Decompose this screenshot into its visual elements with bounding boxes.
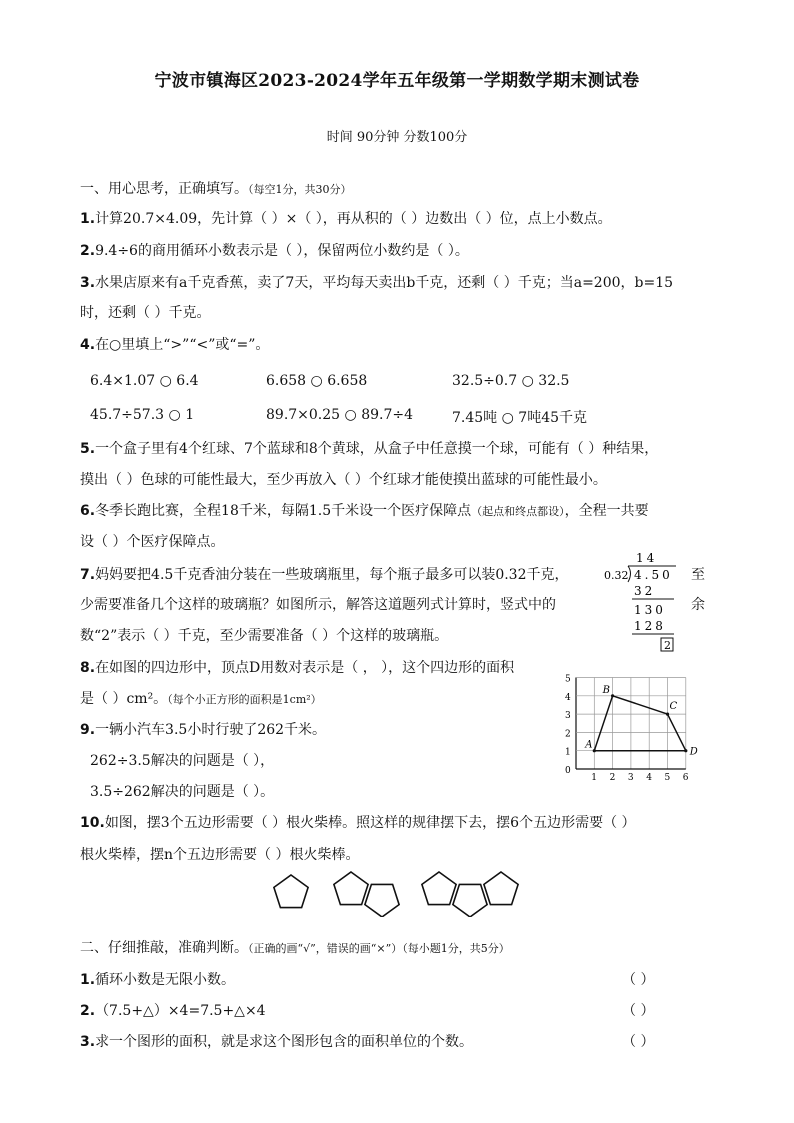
- answer-paren[interactable]: （ ）: [622, 972, 655, 988]
- question-text: 一个盒子里有4个红球、7个蓝球和8个黄球，从盒子中任意摸一个球，可能有（ ）种结果，: [95, 441, 659, 457]
- x-tick-label: 4: [646, 773, 652, 783]
- question-7: [80, 564, 569, 584]
- y-tick-label: 2: [565, 729, 571, 740]
- vertex-label: D: [689, 746, 698, 758]
- pentagon-shape: [453, 884, 487, 917]
- division-remainder: 2: [664, 639, 671, 652]
- question-text: 循环小数是无限小数。: [95, 972, 236, 988]
- judge-1: [80, 969, 235, 989]
- question-number: 7.: [80, 567, 96, 583]
- question-text: （7.5+△）×4=7.5+△×4: [95, 1003, 266, 1019]
- vertex-point: [611, 694, 614, 697]
- question-text: 9.4÷6的商用循环小数表示是（ ），保留两位小数约是（ ）。: [95, 243, 469, 259]
- section-1-heading: [80, 178, 352, 198]
- x-tick-label: 6: [682, 773, 689, 783]
- division-step: 32: [634, 584, 656, 598]
- section-2-heading: [80, 937, 510, 957]
- vertex-label: C: [669, 701, 678, 713]
- question-10-line-2: 根火柴棒，摆n个五边形需要（ ）根火柴棒。: [80, 847, 360, 863]
- pentagon-pattern-figure: [265, 865, 535, 917]
- pentagon-shape: [274, 875, 308, 908]
- question-6-line-2: 设（ ）个医疗保障点。: [80, 534, 225, 550]
- compare-item: 45.7÷57.3 ○ 1: [90, 407, 195, 423]
- judge-2: [80, 1000, 266, 1020]
- question-text: 冬季长跑比赛，全程18千米，每隔1.5千米设一个医疗保障点: [95, 503, 472, 519]
- question-9: [80, 719, 326, 739]
- y-tick-label: 3: [565, 711, 571, 722]
- division-step: 128: [634, 619, 666, 633]
- question-text: 是（ ）cm²。: [80, 691, 168, 707]
- question-note: （起点和终点都设）: [471, 505, 565, 518]
- question-9-a: 262÷3.5解决的问题是（ ），: [90, 753, 275, 769]
- division-quotient: 14: [636, 551, 658, 565]
- quadrilateral-grid-figure: [560, 668, 700, 783]
- question-7-line-1-end: 至: [691, 567, 705, 583]
- pentagon-shape: [334, 872, 368, 905]
- question-text: 一辆小汽车3.5小时行驶了262千米。: [95, 722, 327, 738]
- question-text: 求一个图形的面积，就是求这个图形包含的面积单位的个数。: [95, 1034, 474, 1050]
- section-1-title: 一、用心思考，正确填写。: [80, 181, 248, 197]
- question-text: 水果店原来有a千克香蕉，卖了7天，平均每天卖出b千克，还剩（ ）千克；当a=200，b=15: [95, 275, 674, 291]
- question-number: 3.: [80, 1034, 96, 1050]
- vertex-label: A: [585, 739, 593, 751]
- division-divisor: 0.32: [604, 569, 629, 582]
- grid-lines: [576, 678, 686, 770]
- question-number: 4.: [80, 337, 96, 353]
- question-number: 2.: [80, 243, 96, 259]
- question-number: 5.: [80, 441, 96, 457]
- answer-paren[interactable]: （ ）: [622, 1034, 655, 1050]
- question-text: 在○里填上“>”“<”或“=”。: [95, 337, 270, 353]
- question-5: [80, 438, 658, 458]
- question-3: [80, 272, 673, 292]
- question-note: （每个小正方形的面积是1cm²）: [167, 693, 322, 706]
- compare-item: 89.7×0.25 ○ 89.7÷4: [266, 407, 413, 423]
- question-5-line-2: 摸出（ ）色球的可能性最大，至少再放入（ ）个红球才能使摸出蓝球的可能性最小。: [80, 472, 607, 488]
- question-number: 6.: [80, 503, 96, 519]
- question-8: [80, 657, 514, 677]
- section-1-note: （每空1分，共30分）: [248, 183, 352, 196]
- pentagon-shape: [484, 872, 518, 905]
- question-9-b: 3.5÷262解决的问题是（ ）。: [90, 784, 275, 800]
- question-7-line-3: 数“2”表示（ ）千克，至少需要准备（ ）个这样的玻璃瓶。: [80, 628, 449, 644]
- question-text: ，全程一共要: [564, 503, 649, 519]
- question-1: [80, 208, 612, 228]
- pentagon-shape: [365, 884, 399, 917]
- division-dividend: 4.50: [634, 568, 673, 582]
- vertex-point: [684, 749, 687, 752]
- question-number: 3.: [80, 275, 96, 291]
- long-division-figure: [600, 548, 680, 656]
- y-tick-label: 4: [565, 692, 571, 703]
- question-2: [80, 240, 469, 260]
- question-number: 1.: [80, 211, 96, 227]
- judge-3: [80, 1031, 473, 1051]
- question-4: [80, 334, 269, 354]
- answer-paren[interactable]: （ ）: [622, 1003, 655, 1019]
- question-6: [80, 500, 649, 520]
- compare-item: 6.658 ○ 6.658: [266, 373, 368, 389]
- vertex-label: B: [602, 684, 610, 696]
- question-10: [80, 812, 636, 832]
- y-tick-label: 5: [565, 674, 571, 685]
- question-number: 9.: [80, 722, 96, 738]
- question-number: 1.: [80, 972, 96, 988]
- compare-item: 32.5÷0.7 ○ 32.5: [452, 373, 570, 389]
- question-text: 妈妈要把4.5千克香油分装在一些玻璃瓶里，每个瓶子最多可以装0.32千克，: [95, 567, 569, 583]
- vertex-point: [666, 713, 669, 716]
- question-number: 2.: [80, 1003, 96, 1019]
- division-step: 130: [634, 603, 666, 617]
- section-2-note: （正确的画“√”，错误的画“×”）（每小题1分，共5分）: [248, 942, 510, 955]
- question-text: 计算20.7×4.09，先计算（ ）×（ ），再从积的（ ）边数出（ ）位，点上小数点。: [95, 211, 612, 227]
- page-title: 宁波市镇海区2023-2024学年五年级第一学期数学期末测试卷: [154, 71, 640, 91]
- question-number: 8.: [80, 660, 96, 676]
- question-text: 如图，摆3个五边形需要（ ）根火柴棒。照这样的规律摆下去，摆6个五边形需要（ ）: [104, 815, 636, 831]
- x-tick-label: 0: [565, 766, 571, 776]
- question-number: 10.: [80, 815, 105, 831]
- question-3-line-2: 时，还剩（ ）千克。: [80, 305, 211, 321]
- y-tick-label: 1: [565, 747, 571, 758]
- x-tick-label: 3: [627, 773, 634, 783]
- x-tick-label: 2: [609, 773, 616, 783]
- question-8-line-2: [80, 688, 322, 708]
- exam-info: 时间 90分钟 分数100分: [326, 130, 468, 145]
- x-tick-label: 5: [664, 773, 671, 783]
- x-tick-label: 1: [591, 773, 598, 783]
- compare-item: 7.45吨 ○ 7吨45千克: [452, 410, 588, 426]
- section-2-title: 二、仔细推敲，准确判断。: [80, 940, 248, 956]
- question-text: 在如图的四边形中，顶点D用数对表示是（ ， ），这个四边形的面积: [95, 660, 515, 676]
- question-7-line-2-end: 余: [691, 597, 705, 613]
- grid-tick-labels: [565, 675, 689, 784]
- pentagon-shape: [422, 872, 456, 905]
- vertex-point: [593, 749, 596, 752]
- compare-item: 6.4×1.07 ○ 6.4: [90, 373, 199, 389]
- question-7-line-2: 少需要准备几个这样的玻璃瓶？如图所示，解答这道题列式计算时，竖式中的: [80, 597, 556, 613]
